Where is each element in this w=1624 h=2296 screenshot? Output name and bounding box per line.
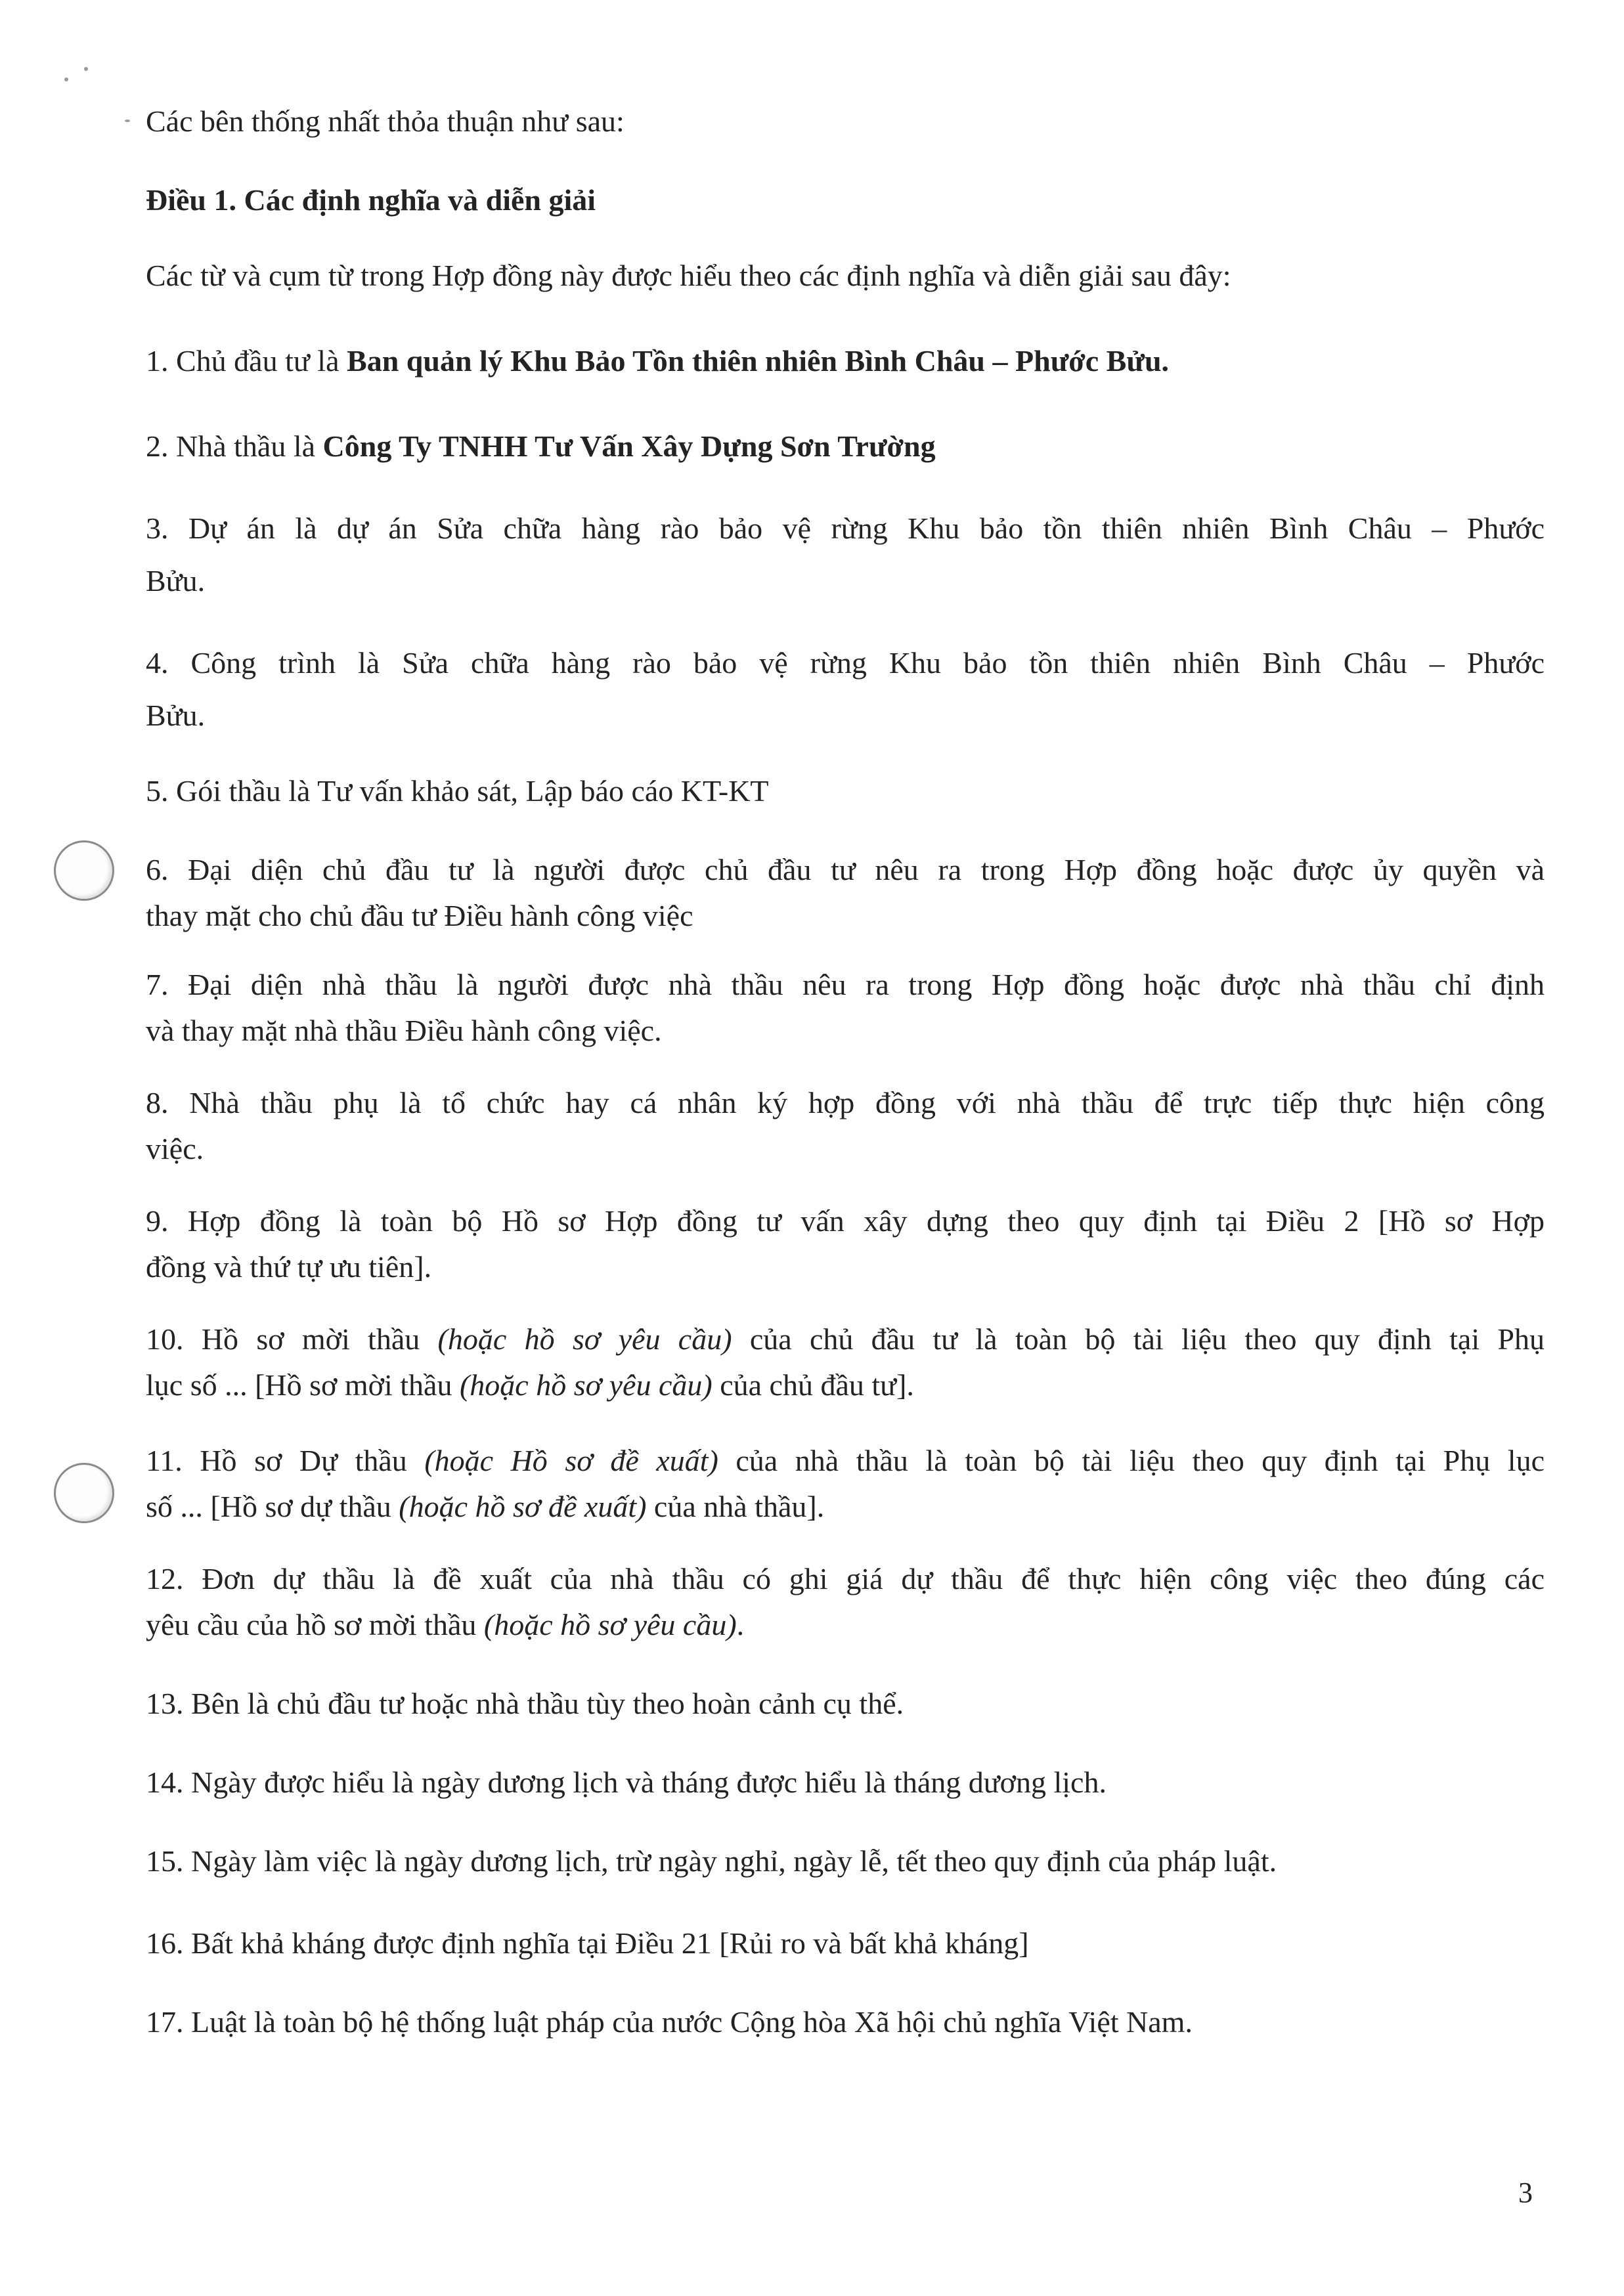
item-bold-text: Ban quản lý Khu Bảo Tồn thiên nhiên Bình Châu – Phước Bửu. <box>347 344 1170 378</box>
lead-text: Các từ và cụm từ trong Hợp đồng này được hiểu theo các định nghĩa và diễn giải sau đây: <box>146 259 1231 292</box>
scan-speck <box>84 67 88 71</box>
scan-speck <box>64 77 68 81</box>
list-item-line: Bửu. <box>146 564 206 597</box>
item-text: 11. Hồ sơ Dự thầu <box>146 1444 425 1477</box>
item-text: của nhà thầu]. <box>646 1490 825 1523</box>
article-heading: Điều 1. Các định nghĩa và diễn giải <box>146 183 596 217</box>
item-italic-text: (hoặc hồ sơ đề xuất) <box>399 1490 647 1523</box>
item-italic-text: (hoặc Hồ sơ đề xuất) <box>424 1444 718 1477</box>
item-bold-text: Công Ty TNHH Tư Vấn Xây Dựng Sơn Trường <box>322 429 936 463</box>
item-text: số ... [Hồ sơ dự thầu <box>146 1490 399 1523</box>
list-item: 16. Bất khả kháng được định nghĩa tại Điều 21 [Rủi ro và bất khả kháng] <box>146 1926 1029 1960</box>
item-text: yêu cầu của hồ sơ mời thầu <box>146 1608 484 1641</box>
list-item-line <box>146 1602 744 1648</box>
item-text: lục số ... [Hồ sơ mời thầu <box>146 1368 460 1402</box>
list-item-line <box>146 1438 1545 1484</box>
item-italic-text: (hoặc hồ sơ yêu cầu) <box>459 1368 713 1402</box>
list-item-line <box>146 1316 1545 1362</box>
item-text: 2. Nhà thầu là <box>146 429 323 463</box>
list-item-line: 8. Nhà thầu phụ là tổ chức hay cá nhân ký hợp đồng với nhà thầu để trực tiếp thực hiện công <box>146 1086 1545 1119</box>
item-italic-text: (hoặc hồ sơ yêu cầu) <box>437 1322 732 1356</box>
list-item-line: 9. Hợp đồng là toàn bộ Hồ sơ Hợp đồng tư vấn xây dựng theo quy định tại Điều 2 [Hồ sơ Hợp <box>146 1204 1545 1238</box>
list-item-line: 7. Đại diện nhà thầu là người được nhà thầu nêu ra trong Hợp đồng hoặc được nhà thầu chỉ định <box>146 968 1545 1001</box>
list-item <box>146 338 1169 384</box>
punch-hole-bottom <box>54 1463 114 1523</box>
list-item: 14. Ngày được hiểu là ngày dương lịch và tháng được hiểu là tháng dương lịch. <box>146 1765 1107 1799</box>
list-item-line: 12. Đơn dự thầu là đề xuất của nhà thầu có ghi giá dự thầu để thực hiện công việc theo đúng các <box>146 1562 1545 1595</box>
list-item-line: và thay mặt nhà thầu Điều hành công việc. <box>146 1014 662 1047</box>
item-text: của chủ đầu tư là toàn bộ tài liệu theo quy định tại Phụ <box>732 1322 1545 1356</box>
item-text: của chủ đầu tư]. <box>712 1368 914 1402</box>
item-italic-text: (hoặc hồ sơ yêu cầu) <box>483 1608 737 1641</box>
list-item-line: 3. Dự án là dự án Sửa chữa hàng rào bảo vệ rừng Khu bảo tồn thiên nhiên Bình Châu – Phước <box>146 511 1545 545</box>
item-text: của nhà thầu là toàn bộ tài liệu theo quy định tại Phụ lục <box>718 1444 1545 1477</box>
list-item-line: việc. <box>146 1132 204 1165</box>
punch-hole-top <box>54 840 114 901</box>
list-item-line <box>146 1362 914 1408</box>
list-item: 13. Bên là chủ đầu tư hoặc nhà thầu tùy theo hoàn cảnh cụ thể. <box>146 1687 904 1720</box>
list-item <box>146 423 936 469</box>
item-text: . <box>736 1608 745 1641</box>
list-item-line <box>146 1484 824 1530</box>
list-item: 15. Ngày làm việc là ngày dương lịch, trừ ngày nghỉ, ngày lễ, tết theo quy định của pháp luật. <box>146 1844 1277 1878</box>
list-item: 17. Luật là toàn bộ hệ thống luật pháp của nước Cộng hòa Xã hội chủ nghĩa Việt Nam. <box>146 2005 1193 2039</box>
list-item: 5. Gói thầu là Tư vấn khảo sát, Lập báo cáo KT-KT <box>146 774 769 808</box>
item-text: 10. Hồ sơ mời thầu <box>146 1322 438 1356</box>
page-number: 3 <box>1518 2177 1533 2209</box>
scan-speck <box>125 119 130 122</box>
intro-text: Các bên thống nhất thỏa thuận như sau: <box>146 104 625 138</box>
list-item-line: thay mặt cho chủ đầu tư Điều hành công việc <box>146 899 693 932</box>
list-item-line: đồng và thứ tự ưu tiên]. <box>146 1250 432 1284</box>
list-item-line: Bửu. <box>146 699 206 732</box>
list-item-line: 6. Đại diện chủ đầu tư là người được chủ đầu tư nêu ra trong Hợp đồng hoặc được ủy quyền và <box>146 853 1545 886</box>
list-item-line: 4. Công trình là Sửa chữa hàng rào bảo vệ rừng Khu bảo tồn thiên nhiên Bình Châu – Phước <box>146 646 1545 680</box>
item-text: 1. Chủ đầu tư là <box>146 344 347 378</box>
